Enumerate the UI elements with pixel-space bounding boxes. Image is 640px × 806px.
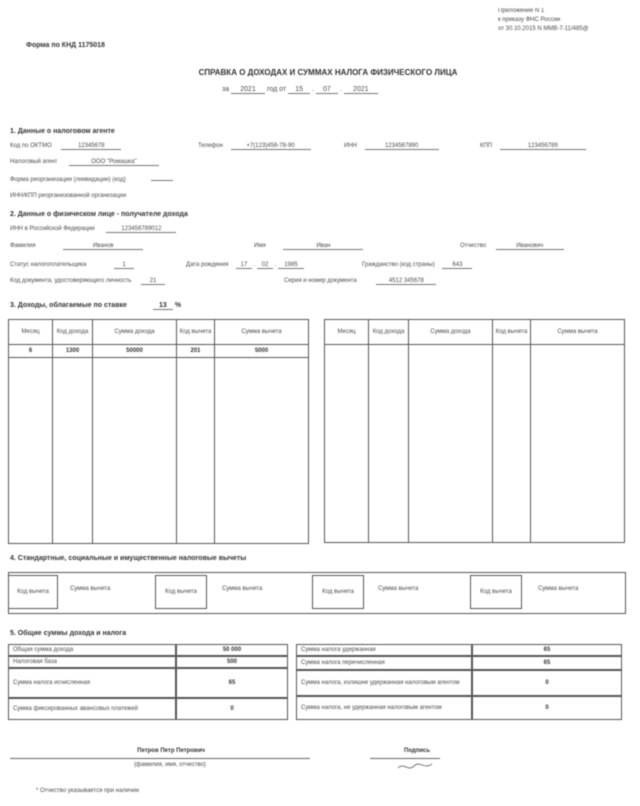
s5-left-label-2: Сумма налога исчисленная — [8, 668, 176, 698]
signer-name-line — [10, 758, 310, 759]
table-cell: 6 — [9, 345, 53, 358]
status-value: 1 — [114, 262, 134, 269]
subtitle-year: 2021 — [231, 86, 265, 94]
table-cell — [9, 358, 53, 544]
inn-value: 1234567890 — [365, 143, 439, 150]
table-cell — [531, 345, 625, 543]
s1-inn — [344, 143, 439, 150]
s2-dob: Дата рождения 17 . 02 . 1985 — [186, 262, 304, 269]
s2-doc — [10, 278, 165, 285]
s3-rate: 13 — [153, 302, 173, 310]
table-row-empty — [325, 345, 625, 543]
s1-okato — [10, 143, 121, 150]
s4-code-1: Код вычета — [8, 575, 58, 609]
col-header: Код дохода — [53, 320, 93, 345]
col-header: Код вычета — [177, 320, 215, 345]
citizenship-value: 643 — [442, 262, 472, 269]
s4-sum-4: Сумма вычета — [538, 586, 579, 592]
s3-right-header-row — [325, 320, 625, 345]
s1-kpp — [480, 143, 586, 150]
surname-value: Иванов — [63, 243, 143, 250]
s5-left-value-1: 500 — [176, 656, 288, 668]
corner-line-2: к приказу ФНС России — [498, 17, 561, 23]
doc-code: 21 — [141, 278, 165, 285]
subtitle-day: 15 — [288, 86, 310, 94]
corner-line-3: от 30.10.2015 N ММВ-7-11/485@ — [498, 26, 589, 32]
s5-right-label-1: Сумма налога перечисленная — [296, 656, 472, 670]
doc-label: Код документа, удостоверяющего личность — [10, 278, 132, 284]
col-header: Месяц — [9, 320, 53, 345]
citizenship-label: Гражданство (код страны) — [362, 262, 435, 268]
s4-sum-3: Сумма вычета — [378, 586, 419, 592]
s5-right-label-0: Сумма налога удержанная — [296, 644, 472, 656]
table-cell: 201 — [177, 345, 215, 358]
s5-right-label-3: Сумма налога, не удержанная налоговым агентом — [296, 696, 472, 720]
col-header: Сумма вычета — [531, 320, 625, 345]
signer-name: Петров Петр Петрович — [137, 748, 205, 754]
form-code: Форма по КНД 1175018 — [26, 42, 105, 49]
reorg-label: Форма реорганизации (ликвидации) (код) — [10, 177, 126, 183]
table-cell — [53, 358, 93, 544]
table-row-empty — [9, 358, 309, 544]
dob-month: 02 — [257, 262, 273, 269]
agent-label: Налоговый агент — [10, 159, 58, 165]
s3-left-table — [8, 319, 309, 544]
surname-label: Фамилия — [10, 243, 36, 249]
s5-right-value-0: 65 — [472, 644, 622, 656]
s2-surname — [10, 243, 143, 250]
col-header: Сумма вычета — [215, 320, 309, 345]
s5-left-value-2: 65 — [176, 668, 288, 698]
col-header: Код вычета — [493, 320, 531, 345]
s3-heading-text: 3. Доходы, облагаемые по ставке — [10, 302, 127, 309]
s5-right-label-2: Сумма налога, излишне удержанная налоговым агентом — [296, 670, 472, 696]
s2-inn-ru — [10, 226, 176, 233]
phone-value: +7(123)456-78-90 — [231, 143, 311, 150]
s1-agent — [10, 159, 159, 166]
table-cell: 50000 — [93, 345, 177, 358]
subtitle-god-ot: год от — [267, 86, 287, 93]
col-header: Месяц — [325, 320, 369, 345]
okato-value: 12345678 — [61, 143, 121, 150]
agent-value: ООО "Ромашка" — [69, 159, 159, 166]
signature-scribble-icon — [396, 760, 436, 772]
s1-phone — [198, 143, 311, 150]
s1-heading: 1. Данные о налоговом агенте — [10, 128, 115, 135]
table-cell: 1300 — [53, 345, 93, 358]
dob-label: Дата рождения — [186, 262, 229, 268]
inn-ru-value: 123456789012 — [106, 226, 176, 233]
subtitle-year2: 2021 — [344, 86, 378, 94]
subtitle-month: 07 — [316, 86, 338, 94]
name-value: Иван — [283, 243, 363, 250]
table-cell — [177, 358, 215, 544]
dob-day: 17 — [236, 262, 252, 269]
page-title: СПРАВКА О ДОХОДАХ И СУММАХ НАЛОГА ФИЗИЧЕСКОГО ЛИЦА — [198, 68, 458, 77]
s5-left-label-3: Сумма фиксированных авансовых платежей — [8, 698, 176, 720]
s2-status — [10, 262, 134, 269]
s5-right-value-1: 65 — [472, 656, 622, 670]
s5-left-value-3: 0 — [176, 698, 288, 720]
s5-left-label-1: Налоговая база — [8, 656, 176, 668]
table-cell — [493, 345, 531, 543]
s2-name — [254, 243, 363, 250]
name-label: Имя — [254, 243, 266, 249]
kpp-value: 123456789 — [500, 143, 586, 150]
inn-ru-label: ИНН в Российской Федерации — [10, 226, 95, 232]
s1-innkpp: ИНН/КПП реорганизованной организации — [10, 193, 127, 199]
s4-code-4: Код вычета — [470, 575, 522, 609]
patronymic-label: Отчество — [460, 243, 487, 249]
s2-citizenship — [362, 262, 472, 269]
s4-code-3: Код вычета — [312, 575, 364, 609]
signer-name-caption: (фамилия, имя, отчество) — [134, 762, 206, 768]
s4-heading: 4. Стандартные, социальные и имущественные налоговые вычеты — [10, 555, 247, 562]
s4-code-2: Код вычета — [155, 575, 207, 609]
dob-year: 1985 — [278, 262, 304, 269]
signature-line — [370, 758, 440, 759]
s2-patronymic — [460, 243, 564, 250]
inn-label: ИНН — [344, 143, 357, 149]
okato-label: Код по ОКТМО — [10, 143, 52, 149]
subtitle-za: за — [222, 86, 230, 93]
col-header: Сумма дохода — [93, 320, 177, 345]
s5-left-label-0: Общая сумма дохода — [8, 644, 176, 656]
s5-right-value-2: 0 — [472, 670, 622, 696]
subtitle: за 2021 год от 15 . 07 . 2021 — [222, 86, 378, 94]
s2-heading: 2. Данные о физическом лице - получателе дохода — [10, 211, 188, 218]
patronymic-value: Иванович — [496, 243, 564, 250]
col-header: Сумма дохода — [409, 320, 493, 345]
table-cell — [215, 358, 309, 544]
s5-heading: 5. Общие суммы дохода и налога — [10, 630, 127, 637]
s1-reorg — [10, 177, 173, 183]
s3-heading — [10, 302, 181, 310]
footnote: * Отчество указывается при наличии — [36, 788, 139, 794]
table-cell — [369, 345, 409, 543]
s3-left-header-row — [9, 320, 309, 345]
table-row — [9, 345, 309, 358]
s5-right-value-3: 0 — [472, 696, 622, 720]
table-cell — [93, 358, 177, 544]
series-value: 4512 345678 — [376, 278, 436, 285]
phone-label: Телефон — [198, 143, 223, 149]
table-cell: 5000 — [215, 345, 309, 358]
s2-series — [284, 278, 436, 285]
s3-pct: % — [174, 302, 182, 309]
s5-left-value-0: 50 000 — [176, 644, 288, 656]
reorg-value — [151, 180, 173, 181]
col-header: Код дохода — [369, 320, 409, 345]
status-label: Статус налогоплательщика — [10, 262, 87, 268]
kpp-label: КПП — [480, 143, 493, 149]
s4-sum-1: Сумма вычета — [70, 586, 111, 592]
signature-caption: Подпись — [404, 748, 431, 754]
corner-line-1: Приложение N 1 — [498, 8, 545, 14]
series-label: Серия и номер документа — [284, 278, 357, 284]
table-cell — [325, 345, 369, 543]
table-cell — [409, 345, 493, 543]
s4-sum-2: Сумма вычета — [222, 586, 263, 592]
s3-right-table — [324, 319, 625, 543]
